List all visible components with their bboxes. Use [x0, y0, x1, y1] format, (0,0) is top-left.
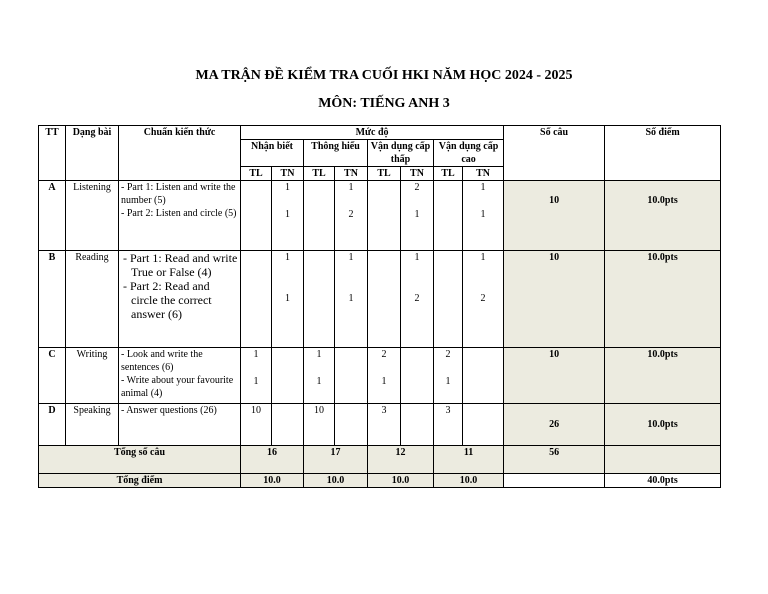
header-level-thong-hieu: Thông hiểu	[304, 140, 368, 167]
cell-value: 1 1	[304, 348, 335, 404]
total-points-so-cau	[504, 474, 605, 488]
row-so-cau: 26	[504, 404, 605, 446]
cell-value: 1 1	[335, 251, 368, 348]
row-so-diem: 10.0pts	[605, 251, 721, 348]
header-level-van-dung-thap: Vận dụng cấp thấp	[368, 140, 434, 167]
total-points-value: 10.0	[241, 474, 304, 488]
cell-value: 2 1	[368, 348, 401, 404]
criteria-item: - Part 1: Listen and write the number (5)	[121, 182, 236, 206]
total-points-row	[39, 474, 721, 488]
cell-value	[304, 251, 335, 348]
header-chuan-kien-thuc: Chuẩn kiến thức	[119, 126, 241, 181]
cell-value	[335, 404, 368, 446]
cell-value: 2 1	[434, 348, 463, 404]
header-tl: TL	[304, 167, 335, 181]
cell-value: 3	[368, 404, 401, 446]
cell-value: 1 1	[272, 181, 304, 251]
cell-value: 1 2	[335, 181, 368, 251]
row-tt: B	[39, 251, 66, 348]
row-criteria	[119, 181, 241, 251]
total-questions-value: 16	[241, 446, 304, 474]
total-points-value: 10.0	[434, 474, 504, 488]
total-questions-value: 11	[434, 446, 504, 474]
row-dang-bai: Writing	[66, 348, 119, 404]
header-level-van-dung-cao: Vận dụng cấp cao	[434, 140, 504, 167]
header-dang-bai: Dạng bài	[66, 126, 119, 181]
row-tt: C	[39, 348, 66, 404]
cell-value: 1 1	[463, 181, 504, 251]
total-questions-so-diem	[605, 446, 721, 474]
cell-value: 1 1	[272, 251, 304, 348]
row-tt: D	[39, 404, 66, 446]
criteria-item: - Look and write the sentences (6)	[121, 349, 203, 373]
total-points-so-diem: 40.0pts	[605, 474, 721, 488]
row-dang-bai: Speaking	[66, 404, 119, 446]
criteria-item: - Write about your favourite animal (4)	[121, 375, 234, 399]
table-row-a	[39, 181, 721, 251]
row-criteria	[119, 404, 241, 446]
total-questions-value: 17	[304, 446, 368, 474]
row-so-cau: 10	[504, 251, 605, 348]
header-tt: TT	[39, 126, 66, 181]
row-dang-bai: Reading	[66, 251, 119, 348]
total-points-label: Tổng điểm	[39, 474, 241, 488]
row-so-diem: 10.0pts	[605, 404, 721, 446]
cell-value	[368, 181, 401, 251]
row-so-cau: 10	[504, 181, 605, 251]
cell-value	[401, 404, 434, 446]
row-so-diem: 10.0pts	[605, 348, 721, 404]
cell-value: 1 2	[463, 251, 504, 348]
total-points-value: 10.0	[368, 474, 434, 488]
criteria-item: - Part 1: Read and write True or False (4)	[123, 251, 238, 279]
row-so-diem: 10.0pts	[605, 181, 721, 251]
cell-value: 10	[304, 404, 335, 446]
cell-value	[241, 251, 272, 348]
total-questions-value: 12	[368, 446, 434, 474]
cell-value	[272, 348, 304, 404]
exam-matrix-table	[38, 125, 721, 488]
total-points-value: 10.0	[304, 474, 368, 488]
header-tn: TN	[272, 167, 304, 181]
page-title: MA TRẬN ĐỀ KIỂM TRA CUỐI HKI NĂM HỌC 2024 - 2025	[195, 68, 573, 83]
cell-value: 2 1	[401, 181, 434, 251]
header-tl: TL	[241, 167, 272, 181]
table-row-c	[39, 348, 721, 404]
row-dang-bai: Listening	[66, 181, 119, 251]
header-level-nhan-biet: Nhận biết	[241, 140, 304, 167]
row-so-cau: 10	[504, 348, 605, 404]
table-row-d	[39, 404, 721, 446]
cell-value	[304, 181, 335, 251]
header-tn: TN	[463, 167, 504, 181]
table-row-b	[39, 251, 721, 348]
header-tl: TL	[434, 167, 463, 181]
cell-value: 3	[434, 404, 463, 446]
cell-value: 10	[241, 404, 272, 446]
cell-value	[463, 348, 504, 404]
row-tt: A	[39, 181, 66, 251]
cell-value	[401, 348, 434, 404]
total-questions-row	[39, 446, 721, 474]
cell-value	[434, 251, 463, 348]
header-muc-do: Mức độ	[241, 126, 504, 140]
cell-value	[241, 181, 272, 251]
cell-value	[463, 404, 504, 446]
page-subtitle: MÔN: TIẾNG ANH 3	[318, 96, 450, 111]
cell-value: 1 2	[401, 251, 434, 348]
cell-value	[272, 404, 304, 446]
total-questions-so-cau: 56	[504, 446, 605, 474]
header-so-cau: Số câu	[504, 126, 605, 181]
criteria-item: - Part 2: Listen and circle (5)	[121, 208, 237, 219]
row-criteria	[119, 348, 241, 404]
header-so-diem: Số điểm	[605, 126, 721, 181]
criteria-item: - Answer questions (26)	[121, 405, 217, 416]
header-tn: TN	[335, 167, 368, 181]
header-tl: TL	[368, 167, 401, 181]
cell-value	[368, 251, 401, 348]
row-criteria	[119, 251, 241, 348]
cell-value	[434, 181, 463, 251]
header-tn: TN	[401, 167, 434, 181]
cell-value	[335, 348, 368, 404]
total-questions-label: Tổng số câu	[39, 446, 241, 474]
cell-value: 1 1	[241, 348, 272, 404]
criteria-item: - Part 2: Read and circle the correct answer (6)	[123, 279, 212, 321]
